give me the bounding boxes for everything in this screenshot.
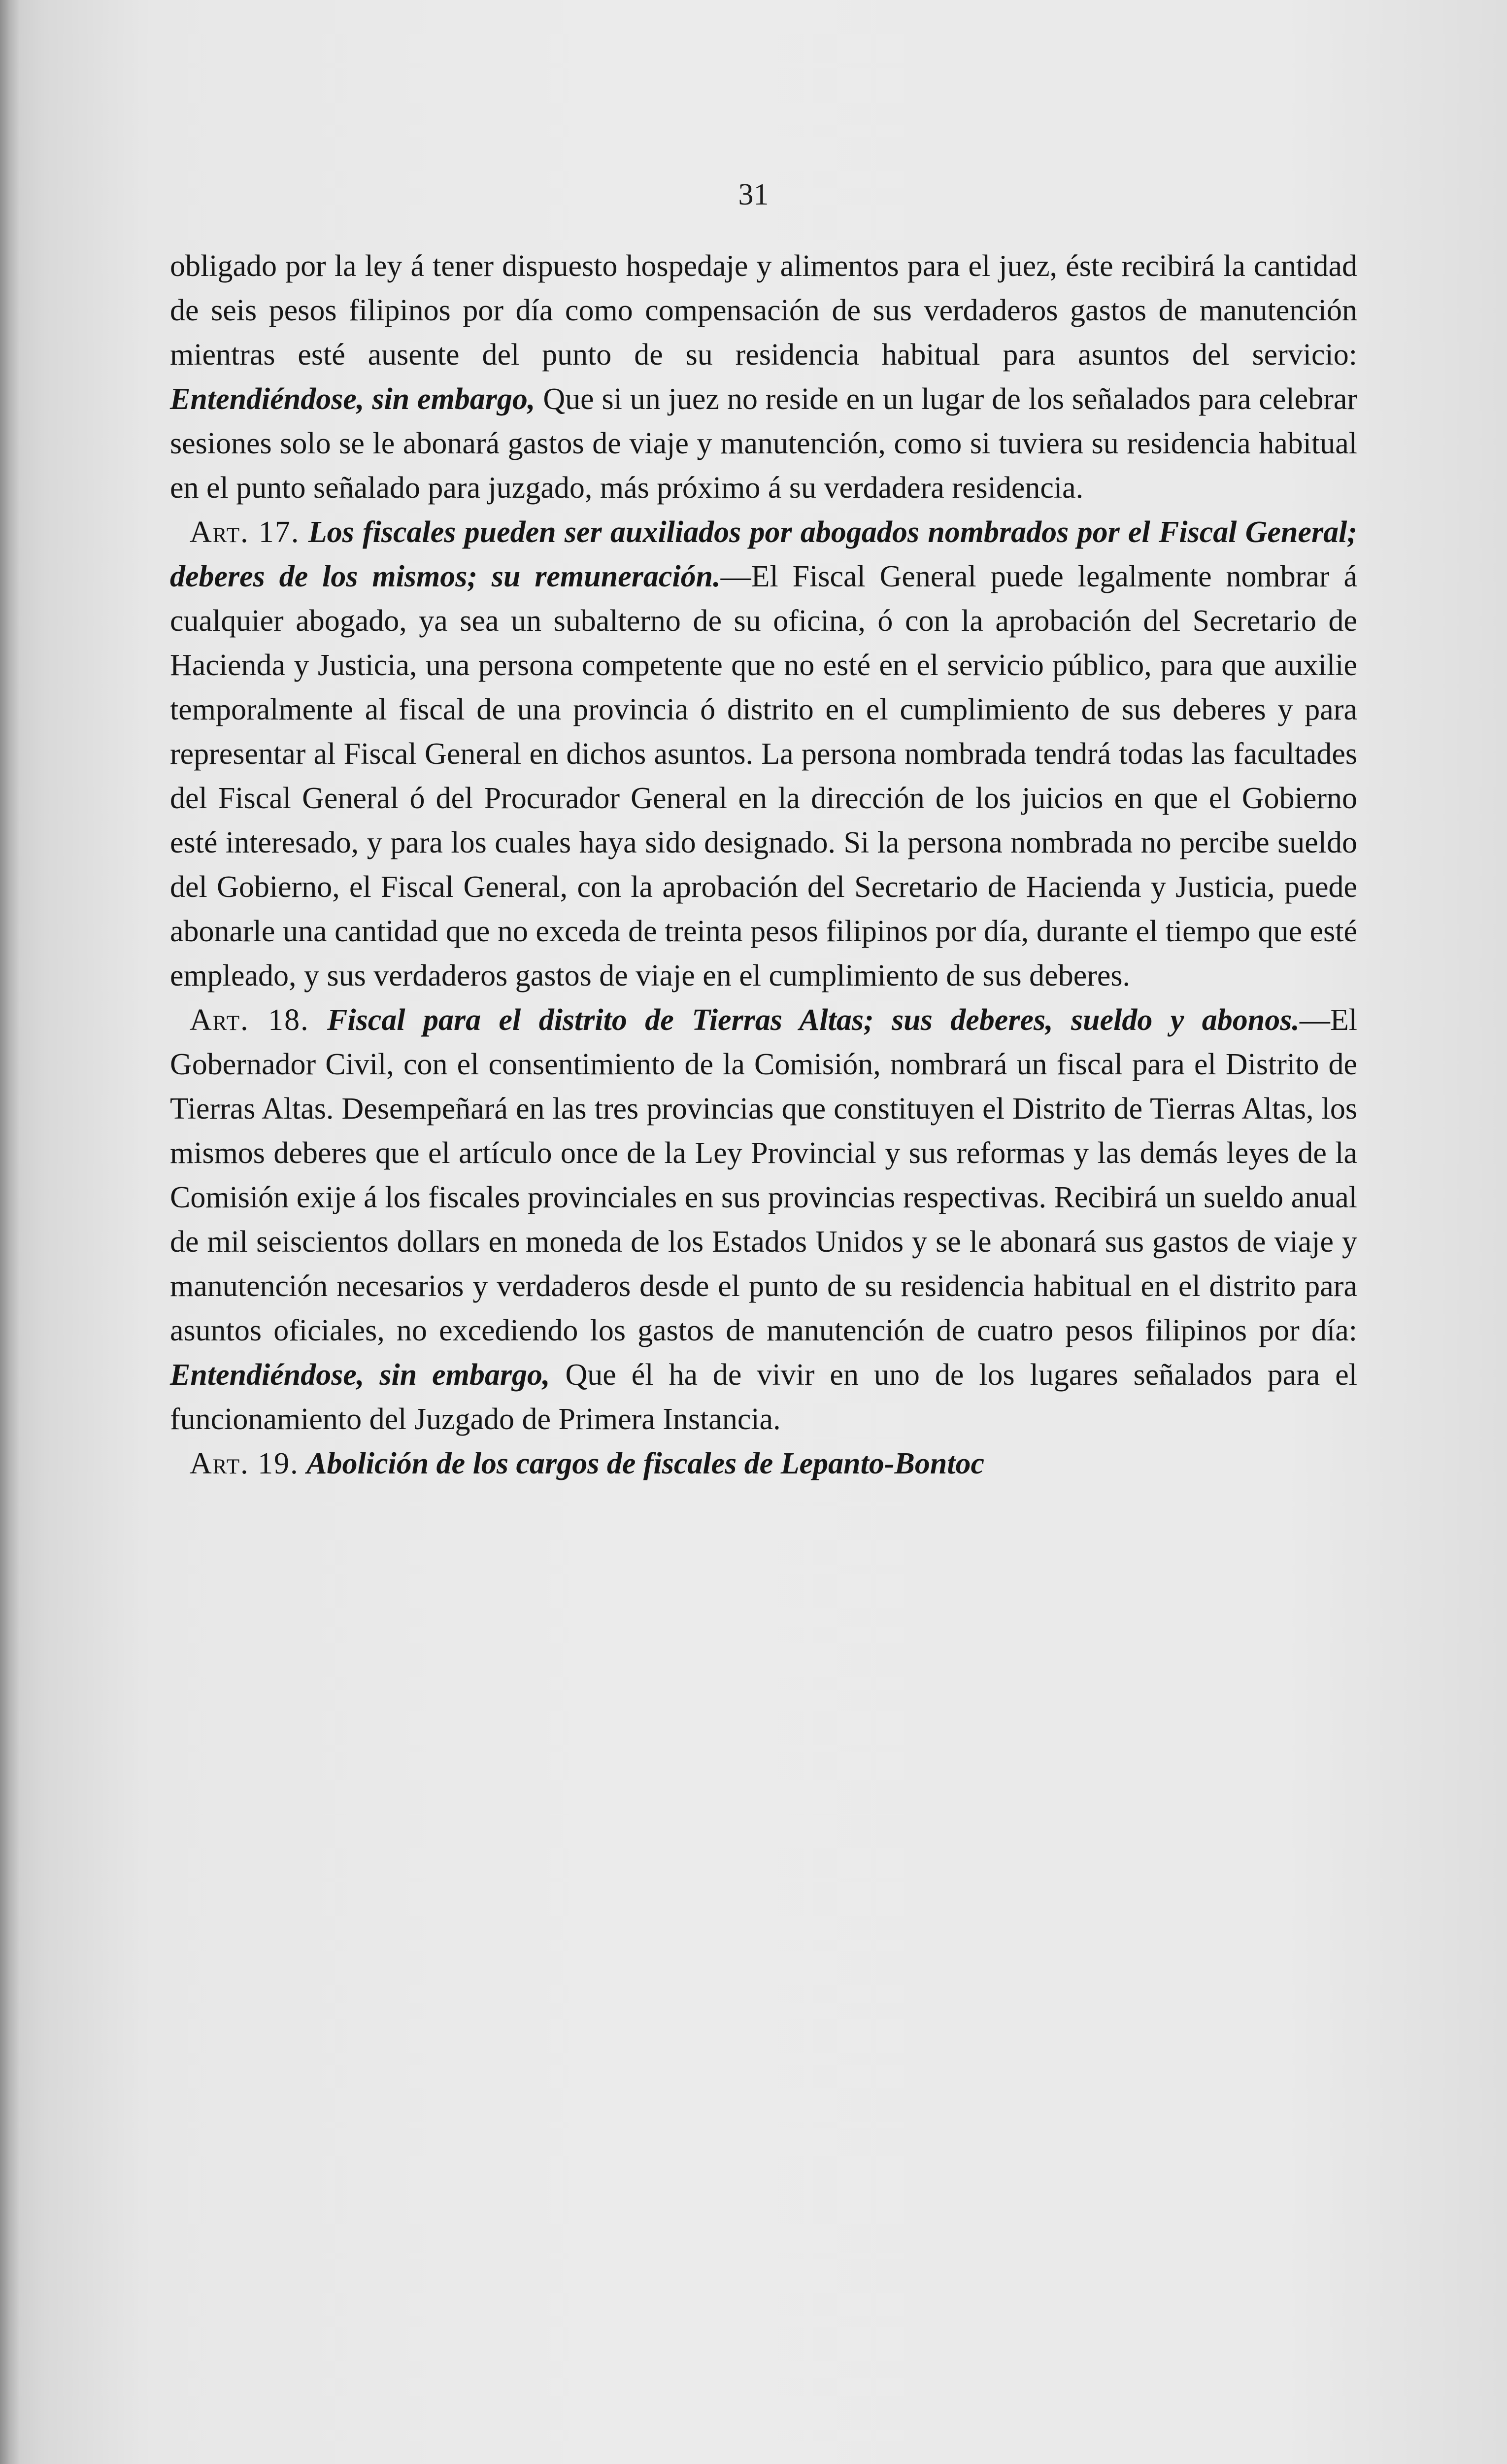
- spine-shadow: [0, 0, 20, 2464]
- page-number: 31: [738, 178, 769, 211]
- article-17: [170, 510, 1357, 998]
- article-heading: Fiscal para el distrito de Tierras Altas; sus deberes, sueldo y abonos.: [327, 1003, 1300, 1037]
- proviso-emphasis: Entendiéndose, sin embargo,: [170, 1358, 550, 1392]
- paragraph-text: obligado por la ley á tener dispuesto hospedaje y alimentos para el juez, éste recibirá la cantidad de seis pesos filipinos por día como compensación de sus verdaderos gastos de manutención mientras esté ausente del punto de su residencia habitual para asuntos del servicio:: [170, 249, 1357, 372]
- page-body: [170, 244, 1357, 1486]
- article-heading: Los fiscales pueden ser auxiliados por abogados nombrados por el Fiscal General; deberes de los mismos; su remuneración.: [170, 515, 1358, 593]
- article-heading: Abolición de los cargos de fiscales de Lepanto-Bontoc: [306, 1447, 985, 1480]
- article-number: Art. 19.: [190, 1447, 299, 1480]
- article-number: Art. 17.: [190, 515, 300, 549]
- article-text: —El Fiscal General puede legalmente nombrar á cualquier abogado, ya sea un subalterno de su oficina, ó con la aprobación del Secretario de Hacienda y Justicia, una persona competente que no esté en el servicio público, para que auxilie temporalmente al fiscal de una provincia ó distrito en el cumplimiento de sus deberes y para representar al Fiscal General en dichos asuntos. La persona nombrada tendrá todas las facultades del Fiscal General ó del Procurador General en la dirección de los juicios en que el Gobierno esté interesado, y para los cuales haya sido designado. Si la persona nombrada no percibe sueldo del Gobierno, el Fiscal General, con la aprobación del Secretario de Hacienda y Justicia, puede abonarle una cantidad que no exceda de treinta pesos filipinos por día, durante el tiempo que esté empleado, y sus verdaderos gastos de viaje en el cumplimiento de sus deberes.: [170, 560, 1357, 992]
- article-19: [170, 1441, 1357, 1486]
- article-number: Art. 18.: [190, 1003, 309, 1037]
- article-text: Que él ha de vivir en uno de los lugares señalados para el funcionamiento del Juzgado de Primera Instancia.: [170, 1358, 1357, 1436]
- paragraph-text: Que si un juez no reside en un lugar de los señalados para celebrar sesiones solo se le abonará gastos de viaje y manutención, como si tuviera su residencia habitual en el punto señalado para juzgado, más próximo á su verdadera residencia.: [170, 382, 1358, 505]
- paragraph-continuation: [170, 244, 1357, 510]
- article-text: —El Gobernador Civil, con el consentimiento de la Comisión, nombrará un fiscal para el Distrito de Tierras Altas. Desempeñará en las tres provincias que constituyen el Distrito de Tierras Altas, los mismos deberes que el artículo once de la Ley Provincial y sus reformas y las demás leyes de la Comisión exije á los fiscales provinciales en sus provincias respectivas. Recibirá un sueldo anual de mil seiscientos dollars en moneda de los Estados Unidos y se le abonará sus gastos de viaje y manutención necesarios y verdaderos desde el punto de su residencia habitual en el distrito para asuntos oficiales, no excediendo los gastos de manutención de cuatro pesos filipinos por día:: [170, 1003, 1358, 1347]
- proviso-emphasis: Entendiéndose, sin embargo,: [170, 382, 536, 416]
- article-18: [170, 998, 1357, 1441]
